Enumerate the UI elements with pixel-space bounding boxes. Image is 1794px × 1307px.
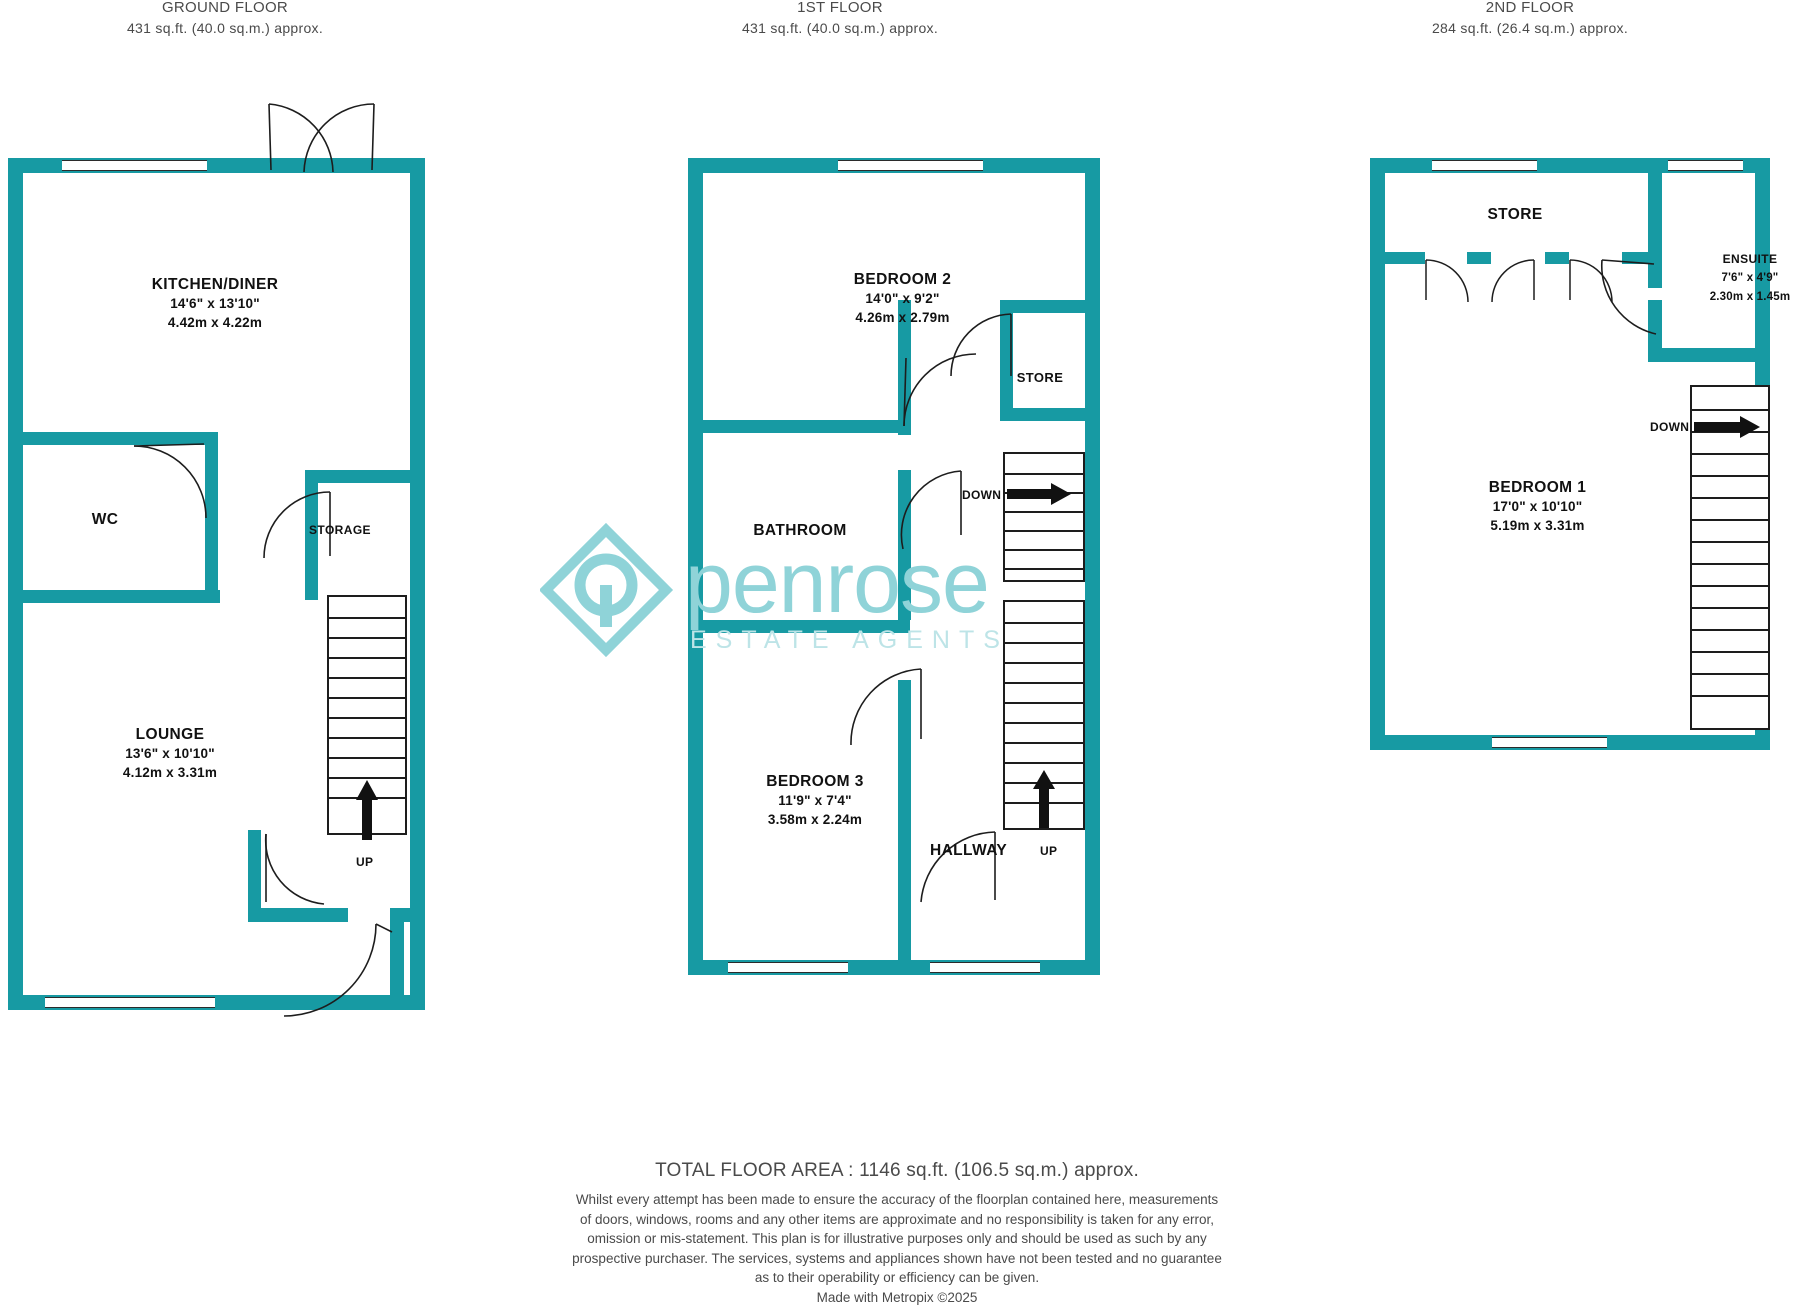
second-stairs-down-label: DOWN <box>1650 420 1689 434</box>
floor-title-first: 1ST FLOOR <box>630 0 1050 18</box>
room-metric-bedroom1: 5.19m x 3.31m <box>1405 516 1670 535</box>
floor-header-ground <box>15 0 435 38</box>
room-metric-kitchen-diner: 4.42m x 4.22m <box>80 313 350 332</box>
room-name-bedroom3: BEDROOM 3 <box>700 772 930 791</box>
room-metric-ensuite: 2.30m x 1.45m <box>1660 288 1794 307</box>
second-window-bottom <box>1492 737 1607 748</box>
ground-wall-right-upper <box>410 158 425 488</box>
second-door-store-2 <box>1490 258 1536 304</box>
room-imperial-kitchen-diner: 14'6" x 13'10" <box>80 294 350 313</box>
room-imperial-bedroom1: 17'0" x 10'10" <box>1405 497 1670 516</box>
first-stairs-up-arrow <box>1032 770 1056 828</box>
second-stairs-down-arrow <box>1694 415 1760 439</box>
first-wall-store-bottom <box>1000 408 1085 421</box>
second-door-ensuite <box>1600 258 1660 338</box>
first-window-top <box>838 160 983 171</box>
ground-window-bottom <box>45 997 215 1008</box>
room-imperial-bedroom2: 14'0" x 9'2" <box>770 289 1035 308</box>
room-name-bedroom1: BEDROOM 1 <box>1405 478 1670 497</box>
ground-door-wc <box>130 440 210 520</box>
disclaimer-line-1: Whilst every attempt has been made to ensure the accuracy of the floorplan contained here, measurements <box>0 1190 1794 1210</box>
first-stairs-down-label: DOWN <box>962 488 1001 502</box>
first-wall-right <box>1085 158 1100 975</box>
first-door-bedroom2 <box>900 350 980 430</box>
room-name-store-first: STORE <box>975 368 1105 387</box>
floor-title-second: 2ND FLOOR <box>1320 0 1740 18</box>
room-label-storage <box>275 521 405 540</box>
room-name-store-second: STORE <box>1405 205 1625 224</box>
disclaimer <box>0 1190 1794 1307</box>
room-name-ensuite: ENSUITE <box>1660 250 1794 269</box>
svg-text:penrose: penrose <box>685 535 989 631</box>
ground-wall-wc-bottom <box>8 590 220 603</box>
svg-text:ESTATE AGENTS: ESTATE AGENTS <box>690 626 1009 654</box>
room-name-wc: WC <box>45 510 165 529</box>
ground-door-front-right <box>300 100 390 175</box>
first-stairs-up-label: UP <box>1040 844 1057 858</box>
first-wall-hall-left <box>898 818 911 960</box>
room-label-store-second <box>1405 205 1625 224</box>
second-wall-store-panel-3 <box>1545 252 1569 264</box>
room-name-hallway: HALLWAY <box>930 841 1060 860</box>
second-door-store-1 <box>1424 258 1470 304</box>
room-name-bathroom: BATHROOM <box>700 521 900 540</box>
room-name-kitchen-diner: KITCHEN/DINER <box>80 275 350 294</box>
room-label-bedroom1 <box>1405 478 1670 535</box>
second-wall-store-panel-2 <box>1467 252 1491 264</box>
ground-wall-left <box>8 158 23 1010</box>
room-label-bathroom <box>700 521 900 540</box>
room-label-bedroom2 <box>770 270 1035 327</box>
room-label-lounge <box>35 725 305 782</box>
second-wall-store-panel-1 <box>1385 252 1425 264</box>
floor-header-first <box>630 0 1050 38</box>
floor-header-second <box>1320 0 1740 38</box>
disclaimer-line-2: of doors, windows, rooms and any other items are approximate and no responsibility is taken for any error, <box>0 1210 1794 1230</box>
total-floor-area: TOTAL FLOOR AREA : 1146 sq.ft. (106.5 sq.m.) approx. <box>0 1160 1794 1182</box>
room-label-kitchen-diner <box>80 275 350 332</box>
first-stairs-down <box>1003 452 1085 582</box>
first-door-bedroom3-upper <box>845 665 925 750</box>
room-imperial-lounge: 13'6" x 10'10" <box>35 744 305 763</box>
room-name-storage: STORAGE <box>275 521 405 540</box>
ground-door-entrance <box>280 920 400 1020</box>
first-wall-bathroom-bottom <box>688 620 910 633</box>
first-stairs-down-arrow <box>1007 482 1071 506</box>
ground-stairs-up-arrow <box>355 780 379 840</box>
second-window-top-left <box>1432 160 1537 171</box>
first-wall-bed2-bottom <box>688 420 910 433</box>
first-window-bottom-right <box>930 962 1040 973</box>
ground-window-top <box>62 160 207 171</box>
floor-area-ground: 431 sq.ft. (40.0 sq.m.) approx. <box>15 18 435 38</box>
first-door-hallway <box>915 826 1000 906</box>
room-label-store-first <box>975 368 1105 387</box>
floor-area-first: 431 sq.ft. (40.0 sq.m.) approx. <box>630 18 1050 38</box>
room-name-bedroom2: BEDROOM 2 <box>770 270 1035 289</box>
disclaimer-line-3: omission or mis-statement. This plan is for illustrative purposes only and should be used as such by any <box>0 1229 1794 1249</box>
floor-title-ground: GROUND FLOOR <box>15 0 435 18</box>
room-metric-lounge: 4.12m x 3.31m <box>35 763 305 782</box>
second-wall-ensuite-bottom <box>1648 348 1770 362</box>
first-wall-left <box>688 158 703 975</box>
ground-door-lounge <box>258 830 328 910</box>
second-wall-left <box>1370 158 1385 750</box>
room-imperial-bedroom3: 11'9" x 7'4" <box>700 791 930 810</box>
first-door-bathroom <box>895 465 965 555</box>
disclaimer-line-5: as to their operability or efficiency can be given. <box>0 1268 1794 1288</box>
room-label-bedroom3 <box>700 772 930 829</box>
floor-area-second: 284 sq.ft. (26.4 sq.m.) approx. <box>1320 18 1740 38</box>
room-name-lounge: LOUNGE <box>35 725 305 744</box>
room-metric-bedroom3: 3.58m x 2.24m <box>700 810 930 829</box>
room-label-wc <box>45 510 165 529</box>
second-window-top-right <box>1668 160 1743 171</box>
first-window-bottom-left <box>728 962 848 973</box>
room-metric-bedroom2: 4.26m x 2.79m <box>770 308 1035 327</box>
disclaimer-line-4: prospective purchaser. The services, systems and appliances shown have not been tested and no guarantee <box>0 1249 1794 1269</box>
ground-wall-storage-top <box>305 470 415 483</box>
ground-stairs-up-label: UP <box>356 855 373 869</box>
room-label-ensuite <box>1660 250 1794 307</box>
room-label-hallway <box>930 841 1060 860</box>
ground-wall-right-lower <box>410 460 425 1010</box>
room-imperial-ensuite: 7'6" x 4'9" <box>1660 269 1794 288</box>
made-with: Made with Metropix ©2025 <box>0 1288 1794 1307</box>
